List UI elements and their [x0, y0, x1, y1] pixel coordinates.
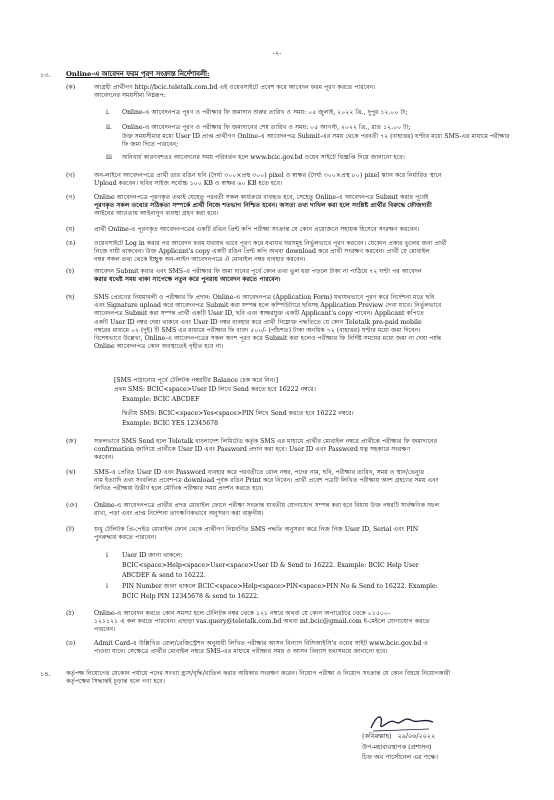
sms-rules-line: বিশেষভাবে উল্লেখ্য, Online-এ আবেদনপত্রের সকল অংশ পূরণ করে Submit করা হলেও পরীক্ষার ফি নির্দিষ্ট সময়ের মধ্যে জমা না দেয়া পর্যন্ত — [94, 334, 442, 342]
item-kha-text — [94, 172, 510, 188]
sms-rules-line: SMS প্রেরণের নিয়মাবলী ও পরীক্ষার ফি প্রদান: Online-এ আবেদনপত্র (Application Form) যথাযথভাবে পূরণ করে নির্দেশনা মতে ছবি — [94, 294, 435, 301]
recover-pin-bullet: i — [106, 583, 108, 590]
signatory-name: (কবিরুল্লাহ) — [362, 732, 392, 740]
item-kha-mark: (খ) — [66, 172, 75, 179]
item-ta-mark: (ট) — [66, 526, 75, 533]
second-sms-example: Example: BCIC YES 12345678 — [122, 420, 219, 427]
first-sms-instruction: প্রথম SMS: BCIC<space>User ID লিখে Send করতে হবে 16222 নম্বরে। — [114, 386, 316, 393]
section-13-title: Online-এ আবেদন ফরম পূরণ সংক্রান্ত নির্দেশাবলী: — [66, 70, 210, 78]
item-tha-line: পারবেন। — [94, 626, 116, 634]
item-chha-mark: (ছ) — [66, 294, 75, 301]
item-ka-line: আবেদনের সময়সীমা নিম্নরূপ: — [94, 92, 166, 100]
item-jha-line: SMS-এ প্রেরিত User ID এবং Password ব্যবহার করে পরবর্তীতে রোল নম্বর, পদের নাম, ছবি, পরীক্ষার তারিখ, সময় ও স্থান/ভেন্যুর — [94, 469, 425, 476]
signatory-on-behalf: চিফ অব পার্সোনেল এর পক্ষে। — [362, 753, 438, 761]
item-gha-mark: (ঘ) — [66, 226, 75, 233]
item-ka-line: আগ্রহী প্রার্থীগণ http://bcic.teletalk.com.bd এই ওয়েবসাইটে প্রবেশ করে আবেদন ফরম পূরণ করতে পারবেন। — [94, 84, 376, 91]
sms-rules-line: এবং Signature upload করে আবেদনপত্র Submit করা সম্পন্ন হলে কম্পিউটারে ছবিসহ Application Preview দেখা যাবে। নির্ভুলভাবে — [94, 302, 442, 310]
item-ga-text — [94, 194, 510, 219]
item-jha-line: লিখিত পরীক্ষায় উত্তীর্ণ হলে মৌখিক পরীক্ষার সময় প্রদর্শন করতে হবে। — [94, 485, 264, 493]
item-tha-line: Online-এ আবেদন করতে কোন সমস্যা হলে টেলিটক নম্বর থেকে ১২১ নম্বরে অথবা যে কোন অপারেটরে থেকে ০১৫০০- — [94, 610, 391, 617]
item-jha-mark: (ঝ) — [66, 469, 76, 476]
item-nya-mark: (ঞ) — [66, 502, 78, 509]
item-da-mark: (ড) — [66, 640, 76, 647]
item-ja-line: সফলভাবে SMS Send হলে Teletalk বাংলাদেশ লিমিটেড কর্তৃক SMS এর মাধ্যমে প্রার্থীর মোবাইল নম্বরে প্রার্থীকে পরীক্ষার ফি জমাদানের — [94, 438, 438, 445]
item-ta-text — [94, 526, 510, 542]
sms-rules-text — [94, 294, 510, 351]
item-jha-text — [94, 469, 510, 494]
sub-i-mark: i. — [106, 109, 110, 116]
item-ga-mark: (গ) — [66, 194, 75, 201]
first-sms-example: Example: BCIC ABCDEF — [122, 396, 200, 403]
item-uma-text — [94, 240, 510, 265]
section-14-line: কর্তৃপক্ষের সিদ্ধান্তই চূড়ান্ত বলে গণ্য হবে। — [66, 678, 165, 686]
item-cha-mark: (চ) — [66, 268, 75, 275]
page-number: -২- — [272, 49, 282, 57]
sub-i-text: Online-এ আবেদনপত্র পূরণ ও পরীক্ষার ফি জমাদান শুরুর তারিখ ও সময়: ০৫ জুলাই, ২০২২ খ্রি., দুপুর ১২.০০ টা; — [122, 109, 408, 116]
sub-ii-mark: ii. — [106, 124, 112, 131]
item-uma-line: নম্বর সকল তথ্য থেকে ইচ্ছুক অন-লাইন আবেদনপত্রে ঐ মোবাইল নম্বর ব্যবহার করবেন। — [94, 256, 306, 264]
signature-date: ২৯/০৬/২০২২ — [397, 732, 436, 740]
item-jha-line: নাম ইত্যাদি তথ্য সংবলিত প্রবেশপত্র download পূর্বক রঙিন Print করে নিবেন। প্রার্থী প্রবেশ পত্রটি লিখিত পরীক্ষায় অংশ গ্রহণের সময় এবং — [94, 477, 439, 485]
item-gha-text — [94, 226, 510, 234]
item-ka-text — [94, 84, 510, 100]
item-uma-line: নিজে দায়ী থাকবেন। উক্ত Applicant's copy একটি রঙিন প্রিন্ট কপি অথবা download করে প্রার্থী সংরক্ষণ করবেন। প্রার্থী যে মোবাইল — [94, 248, 430, 256]
item-ja-line: confirmation জানিয়ে প্রার্থীকে User ID এবং Password প্রদান করা হবে। User ID এবং Password যত্ন সহকারে সংরক্ষণ — [94, 446, 411, 454]
section-14-number: ১৪. — [40, 670, 51, 678]
recover-userid-example: ABCDEF & send to 16222. — [122, 572, 206, 579]
section-14-text — [66, 670, 516, 686]
item-ja-line: করবেন। — [94, 454, 114, 462]
item-da-line: Admit Card-এ উল্লিখিত রোল/রেজিস্ট্রেশন অনুযায়ী লিখিত পরীক্ষার আসন বিন্যাস বিসিআইসি'র ওয়েব সাইট www.bcic.gov.bd এ — [94, 640, 429, 647]
sms-rules-line: নম্বরের মাধ্যমে ০২ (দুই) টি SMS এর মাধ্যমে পরীক্ষার ফি বাবদ ৫০০/- (পাঁচশত) টাকা অনধিক ৭২ (বাহাত্তর) ঘণ্টার মধ্যে জমা দিবেন। — [94, 326, 421, 334]
sms-rules-line: একটি User ID নম্বর দেয়া থাকবে এবং User ID নম্বর ব্যবহার করে প্রার্থী নিম্নোক্ত পদ্ধতিতে যে কোন Teletalk pre-paid mobile — [94, 318, 422, 326]
item-kha-line: Upload করবেন। ছবির সাইজ সর্বোচ্চ ১০০ KB ও স্বাক্ষর ৬০ KB হতে হবে। — [94, 180, 283, 188]
item-tha-line: ১২১১২১ এ কল করতে পারবেন। এছাড়া vas.query@teletalk.com.bd অথবা mt.bcic@gmail.com ই-মেইলে যোগাযোগ করতে — [94, 618, 430, 626]
item-kha-line: অন-লাইনে আবেদনপত্রে প্রার্থী তার রঙিন ছবি (দৈর্ঘ্য ৩০০×প্রস্থ ৩০০) pixel ও স্বাক্ষর (দৈর্ঘ্য ৩০০×প্রস্থ ৮০) pixel স্ক্যান করে নির্ধারিত স্থানে — [94, 172, 442, 179]
item-nya-line: রাখা, পড়া এবং প্রাপ্ত নির্দেশনা তাৎক্ষণিকভাবে অনুসরণ করা বাঞ্ছনীয়। — [94, 510, 264, 518]
item-ja-mark: (জ) — [66, 438, 77, 445]
second-sms-instruction: দ্বিতীয় SMS: BCIC<space>Yes<space>PIN লিখে Send করতে হবে 16222 নম্বরে। — [122, 410, 354, 417]
item-cha-line: আবেদন Submit করার এবং SMS-এ পরীক্ষার ফি জমা দানের পূর্বে কোন তথ্য ভুল ধরা পড়লে টাকা না পাঠিয়ে ৭২ ঘণ্টা পর আবেদন — [94, 268, 422, 275]
item-ga-line: আইনের আওতায় আইনানুগ ব্যবস্থা গ্রহণ করা হবে। — [94, 210, 219, 218]
section-14-line: কর্তৃপক্ষ নিয়োগের যেকোন পর্যায়ে পদের সংখ্যা হ্রাস/বৃদ্ধি/বাতিল করার অধিকার সংরক্ষণ করেন। নিয়োগ পরীক্ষা ও নিয়োগ সংক্রান্ত যে কোন বিষয়ে নিয়োগকারী — [66, 670, 451, 677]
item-tha-text — [94, 610, 510, 635]
item-da-text — [94, 640, 510, 656]
item-ja-text — [94, 438, 510, 463]
item-uma-line: ওয়েবসাইটে Log in করার পর আবেদন ফরম যথাযথ ভাবে পূরণ করে যথাযথ ঘরসমূহ নির্ভুলভাবে পূরণ করবেন। যেকোন প্রকার ভুলের জন্য প্রার্থী — [94, 240, 447, 247]
item-ta-line: পুনরুদ্ধার করতে পারবেন। — [94, 534, 157, 542]
item-ga-line: Online আবেদনপত্রে পূরণকৃত তথ্যই যেহেতু পরবর্তী সকল কার্যক্রমে ব্যবহৃত হবে, সেহেতু Online-এ আবেদনপত্র Submit করার পূর্বেই — [94, 194, 429, 201]
sub-ii-text: Online-এ আবেদনপত্র পূরণ ও পরীক্ষার ফি জমাদানের শেষ তারিখ ও সময়: ০৫ আগস্ট, ২০২২ খ্রি., রাত ১২.০০ টা; — [122, 124, 411, 131]
item-cha-line: করার যথেষ্ট সময় থাকা সাপেক্ষে নতুন করে পুনরায় আবেদন করতে পারবেন। — [94, 276, 281, 284]
sms-balance-note: [SMS পাঠানোর পূর্বে টেলিটক নম্বরটির Balance চেক করে নিন।] — [114, 377, 279, 384]
recover-pin-format: PIN Number জানা থাকলে BCIC<space>Help<space>PIN<space>PIN No & Send to 16222. Example: — [122, 583, 438, 590]
section-13-number: ১৩. — [40, 71, 51, 79]
item-cha-text — [94, 268, 510, 284]
recover-pin-example: BCIC Help PIN 12345678 & send to 16222. — [122, 593, 260, 600]
sms-rules-line: আবেদনপত্র Submit করা সম্পন্ন প্রার্থী একটি User ID, ছবি এবং স্বাক্ষরযুক্ত একটি Applicant's copy পাবেন। Applicant কপিতে — [94, 310, 424, 318]
sub-iii-mark: iii — [106, 154, 112, 161]
recover-userid-format: BCIC<space>Help<space>User<space>User ID & Send to 16222. Example: BCIC Help User — [122, 562, 419, 569]
item-da-line: পাওয়া যাবে। সেক্ষেত্রে প্রার্থীর মোবাইল নম্বরে SMS-এর মাধ্যমে পরীক্ষার সময় ও আসন বিন্যাস যথাসময়ে জানানো হবে। — [94, 648, 388, 656]
item-ka-mark: (ক) — [66, 84, 76, 91]
sub-ii-continuation: উক্ত সময়সীমার মধ্যে User ID প্রাপ্ত প্রার্থীগণ Online-এ আবেদনপত্র Submit-এর সময় থেকে পরবর্তী ৭২ (বাহাত্তর) ঘণ্টার মধ্যে SMS-এর মাধ্যমে পরীক্ষার ফি জমা দিতে পারবেন; — [122, 133, 510, 149]
item-gha-line: প্রার্থী Online-এ পূরণকৃত আবেদনপত্রের একটি রঙিন প্রিন্ট কপি পরীক্ষা সংক্রান্ত যে কোন প্রয়োজনে সহায়ক হিসেবে সংরক্ষণ করবেন। — [94, 226, 420, 233]
signatory-title: উপ-মহাব্যবস্থাপক (প্রশাসন) — [362, 743, 432, 751]
item-ta-line: শুধু টেলিটক প্রি-পেইড মোবাইল ফোন থেকে প্রার্থীগণ নিম্নবর্ণিত SMS পদ্ধতি অনুসরণ করে নিজ নিজ User ID, Serial এবং PIN — [94, 526, 419, 533]
item-ga-line: পূরণকৃত সকল তথ্যের সঠিকতা সম্পর্কে প্রার্থী নিজে শতভাগ নিশ্চিত হবেন। অসত্য তথ্য দাখিল করা হলে সংশ্লিষ্ট প্রার্থীর বিরুদ্ধে ফৌজদারী — [94, 202, 432, 210]
item-tha-mark: (ঠ) — [66, 610, 75, 617]
item-uma-mark: (ঙ) — [66, 240, 76, 247]
recover-userid-label: User ID জানা থাকলে: — [122, 552, 183, 559]
item-nya-line: Online-এ আবেদনপত্রে প্রার্থীর প্রদত্ত মোবাইল ফোনে পরীক্ষা সংক্রান্ত যাবতীয় যোগাযোগ সম্পন্ন করা হবে বিধায় উক্ত নম্বরটি সার্বক্ষণিক সচল — [94, 502, 440, 509]
recover-userid-bullet: i — [106, 552, 108, 559]
sms-rules-line: Online আবেদনপত্র কোন অবস্থাতেই গৃহীত হবে না। — [94, 343, 224, 351]
item-nya-text — [94, 502, 510, 518]
signatory-name-date — [362, 732, 512, 740]
sub-iii-text: অনিবার্য কারণবশতঃ আবেদনের সময় পরিবর্তন হলে www.bcic.gov.bd ওয়েব সাইটে বিজ্ঞপ্তি দিয়ে জানানো হবে। — [122, 154, 405, 161]
